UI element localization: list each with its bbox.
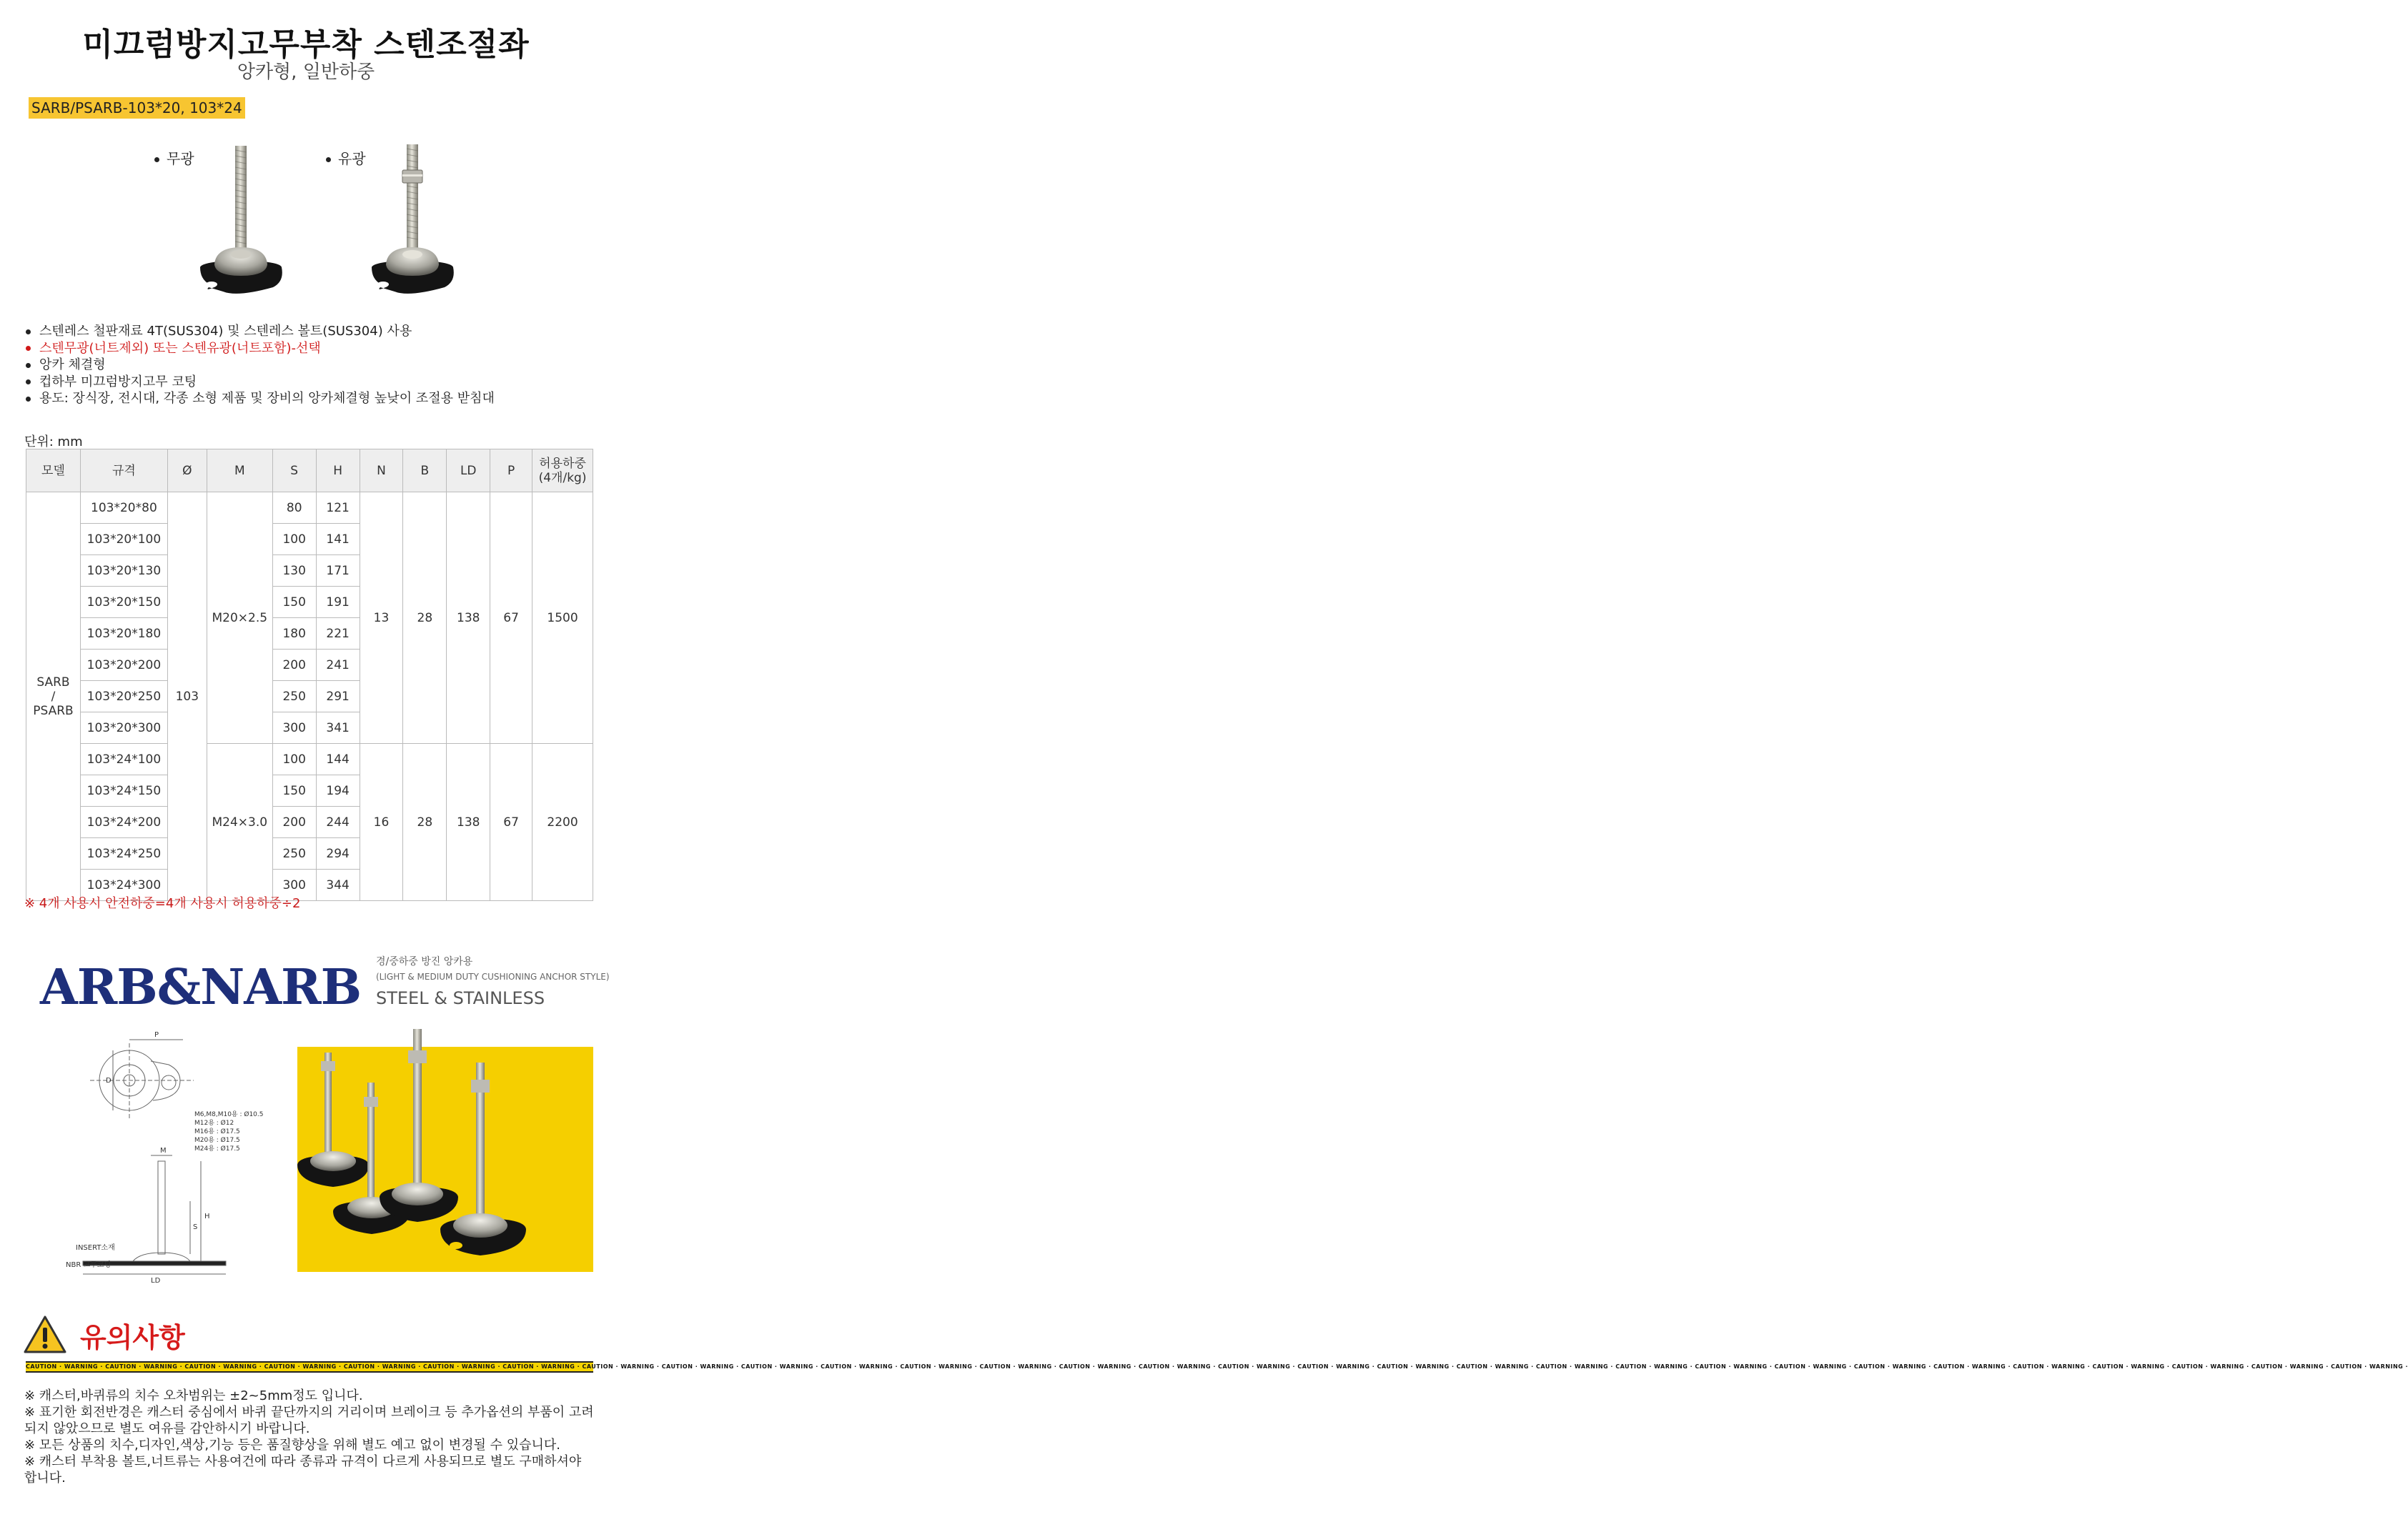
caution-item: ※ 캐스터,바퀴류의 치수 오차범위는 ±2~5mm정도 입니다. [24, 1388, 363, 1403]
bullet-icon [154, 157, 159, 162]
diagram-m-label: M [160, 1147, 167, 1155]
caution-item: ※ 모든 상품의 치수,디자인,색상,기능 등은 품질향상을 위해 별도 예고 없이 변경될 수 있습니다. [24, 1438, 560, 1453]
s-cell: 250 [272, 838, 316, 870]
table-header: H [316, 449, 360, 492]
hole-spec: M6,M8,M10용 : Ø10.5 [194, 1111, 264, 1118]
thread-cell: M20×2.5 [207, 492, 272, 744]
spec-cell: 103*20*130 [80, 555, 167, 587]
s-cell: 100 [272, 744, 316, 775]
table-row [26, 744, 593, 775]
h-cell: 144 [316, 744, 360, 775]
spec-cell: 103*20*150 [80, 587, 167, 618]
spec-cell: 103*20*200 [80, 650, 167, 681]
spec-cell: 103*20*300 [80, 712, 167, 744]
diagram-s-label: S [193, 1223, 198, 1231]
caution-header [23, 1315, 185, 1355]
s-cell: 300 [272, 712, 316, 744]
feature-list [26, 323, 495, 407]
h-cell: 341 [316, 712, 360, 744]
diagram-insert-label: INSERT소재 [76, 1244, 115, 1252]
diagram-p-label: P [154, 1031, 159, 1039]
catalog-material: STEEL & STAINLESS [376, 988, 545, 1008]
diagram-ld-label: LD [151, 1277, 161, 1285]
bullet-icon [26, 397, 31, 402]
bullet-icon [26, 379, 31, 384]
spec-cell: 103*20*180 [80, 618, 167, 650]
h-cell: 241 [316, 650, 360, 681]
table-header: 허용하중 (4개/kg) [532, 449, 593, 492]
hole-spec: M20용 : Ø17.5 [194, 1137, 240, 1144]
table-row [26, 492, 593, 524]
diagram-h-label: H [204, 1213, 210, 1220]
b-cell: 28 [403, 744, 447, 901]
model-label: SARB/PSARB-103*20, 103*24 [29, 97, 245, 119]
s-cell: 100 [272, 524, 316, 555]
spec-cell: 103*20*100 [80, 524, 167, 555]
catalog-image [26, 947, 610, 1285]
h-cell: 194 [316, 775, 360, 807]
h-cell: 244 [316, 807, 360, 838]
bullet-icon [26, 363, 31, 368]
catalog-desc-en: (LIGHT & MEDIUM DUTY CUSHIONING ANCHOR STYLE) [376, 972, 610, 982]
n-cell: 16 [360, 744, 403, 901]
model-cell: SARB / PSARB [26, 492, 81, 901]
table-header: M [207, 449, 272, 492]
spec-table [26, 449, 593, 901]
p-cell: 67 [490, 492, 532, 744]
spec-cell: 103*24*150 [80, 775, 167, 807]
spec-cell: 103*24*250 [80, 838, 167, 870]
spec-cell: 103*20*80 [80, 492, 167, 524]
matte-leveler-image [194, 140, 287, 297]
h-cell: 191 [316, 587, 360, 618]
bullet-icon [26, 346, 31, 351]
feature-item: 앙카 체결형 [26, 357, 495, 374]
catalog-brand: ARB&NARB [40, 959, 362, 1016]
table-header: 규격 [80, 449, 167, 492]
h-cell: 291 [316, 681, 360, 712]
variant-matte [154, 147, 194, 168]
diagram-d-label: D [106, 1077, 112, 1085]
polished-leveler-image [366, 140, 459, 297]
spec-cell: 103*24*300 [80, 870, 167, 901]
s-cell: 150 [272, 587, 316, 618]
caution-title: 유의사항 [80, 1321, 185, 1353]
table-header: 모델 [26, 449, 81, 492]
variant-polished [326, 147, 366, 168]
s-cell: 300 [272, 870, 316, 901]
bullet-icon [26, 329, 31, 334]
warning-icon [23, 1315, 67, 1355]
n-cell: 13 [360, 492, 403, 744]
load-cell: 1500 [532, 492, 593, 744]
s-cell: 130 [272, 555, 316, 587]
catalog-desc-kr: 경/중하중 방진 앙카용 [376, 956, 473, 968]
hole-spec: M24용 : Ø17.5 [194, 1145, 240, 1153]
variant-label: 유광 [338, 150, 366, 167]
ld-cell: 138 [447, 744, 490, 901]
spec-cell: 103*24*100 [80, 744, 167, 775]
unit-label: 단위: mm [24, 434, 83, 449]
s-cell: 250 [272, 681, 316, 712]
load-cell: 2200 [532, 744, 593, 901]
bullet-icon [326, 157, 331, 162]
feature-item: 스텐레스 철판재료 4T(SUS304) 및 스텐레스 볼트(SUS304) 사용 [26, 323, 495, 340]
s-cell: 180 [272, 618, 316, 650]
table-header: Ø [167, 449, 207, 492]
feature-item: 컵하부 미끄럼방지고무 코팅 [26, 374, 495, 391]
page-title: 미끄럼방지고무부착 스텐조절좌 [82, 26, 530, 63]
s-cell: 150 [272, 775, 316, 807]
hole-spec: M12용 : Ø12 [194, 1120, 234, 1127]
s-cell: 200 [272, 807, 316, 838]
spec-cell: 103*24*200 [80, 807, 167, 838]
h-cell: 171 [316, 555, 360, 587]
caution-item: ※ 표기한 회전반경은 캐스터 중심에서 바퀴 끝단까지의 거리이며 브레이크 등 추가옵션의 부품이 고려되지 않았으므로 별도 여유를 감안하시기 바랍니다. [24, 1405, 594, 1436]
diameter-cell: 103 [167, 492, 207, 901]
table-header: N [360, 449, 403, 492]
variant-label: 무광 [167, 150, 194, 167]
feature-item: 용도: 장식장, 전시대, 각종 소형 제품 및 장비의 앙카체결형 높낮이 조절용 받침대 [26, 390, 495, 407]
s-cell: 200 [272, 650, 316, 681]
hole-spec: M16용 : Ø17.5 [194, 1128, 240, 1135]
caution-item: ※ 캐스터 부착용 볼트,너트류는 사용여건에 따라 종류과 규격이 다르게 사용되므로 별도 구매하셔야 합니다. [24, 1454, 582, 1486]
table-header: S [272, 449, 316, 492]
caution-list [24, 1388, 596, 1486]
h-cell: 221 [316, 618, 360, 650]
h-cell: 294 [316, 838, 360, 870]
page-subtitle: 앙카형, 일반하중 [237, 61, 375, 83]
ld-cell: 138 [447, 492, 490, 744]
h-cell: 344 [316, 870, 360, 901]
diagram-nbr-label: NBR 고무코팅 [66, 1261, 112, 1269]
table-header: P [490, 449, 532, 492]
thread-cell: M24×3.0 [207, 744, 272, 901]
b-cell: 28 [403, 492, 447, 744]
h-cell: 141 [316, 524, 360, 555]
caution-tape: CAUTION · WARNING · CAUTION · WARNING · CAUTION · WARNING · CAUTION · WARNING · CAUTION · WARNING · CAUTION · WARNING · CAUTION · WARNING · CAUTION · WARNING · CAUTION · WARNING · CAUTION · WARNING · CAUTION · WARNING · CAUTION · WARNING · CAUTION · WARNING · CAUTION · WARNING · CAUTION · WARNING · CAUTION · WARNING · CAUTION · WARNING · CAUTION · WARNING · CAUTION · WARNING · CAUTION · WARNING · CAUTION · WARNING · CAUTION · WARNING · CAUTION · WARNING · CAUTION · WARNING · CAUTION · WARNING · CAUTION · WARNING · CAUTION · WARNING · CAUTION · WARNING · CAUTION · WARNING · CAUTION · WARNING · [26, 1361, 593, 1373]
table-header: B [403, 449, 447, 492]
load-note: ※ 4개 사용시 안전하중=4개 사용시 허용하중÷2 [24, 896, 301, 911]
h-cell: 121 [316, 492, 360, 524]
table-header: LD [447, 449, 490, 492]
p-cell: 67 [490, 744, 532, 901]
spec-cell: 103*20*250 [80, 681, 167, 712]
s-cell: 80 [272, 492, 316, 524]
feature-item: 스텐무광(너트제외) 또는 스텐유광(너트포함)-선택 [26, 340, 495, 357]
